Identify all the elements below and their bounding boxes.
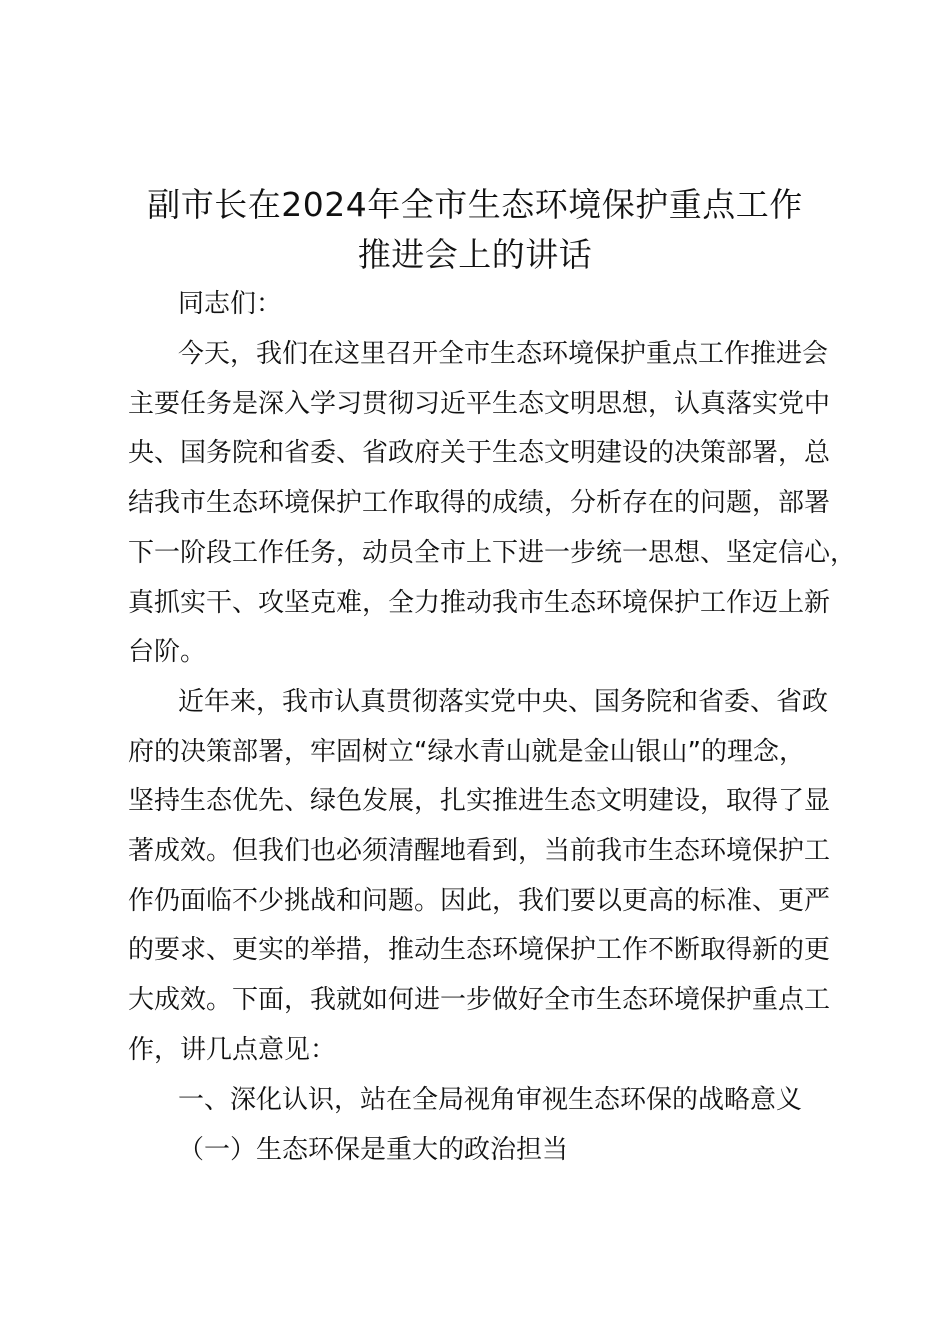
paragraph-2-line-7: 大成效。下面，我就如何进一步做好全市生态环境保护重点工 [128, 985, 831, 1015]
document-title-line-1: 副市长在2024年全市生态环境保护重点工作 [147, 185, 803, 224]
paragraph-1-line-1: 今天，我们在这里召开全市生态环境保护重点工作推进会 [178, 339, 829, 369]
salutation: 同志们： [178, 289, 283, 319]
paragraph-2-line-4: 著成效。但我们也必须清醒地看到，当前我市生态环境保护工 [128, 836, 831, 866]
paragraph-1-line-4: 结我市生态环境保护工作取得的成绩，分析存在的问题，部署 [128, 488, 831, 518]
paragraph-2-line-3: 坚持生态优先、绿色发展，扎实推进生态文明建设，取得了显 [128, 786, 831, 816]
document-title-line-2: 推进会上的讲话 [357, 235, 593, 274]
section-heading-1: 一、深化认识，站在全局视角审视生态环保的战略意义 [178, 1085, 803, 1115]
paragraph-1-line-7: 台阶。 [128, 637, 207, 667]
paragraph-1-line-6: 真抓实干、攻坚克难，全力推动我市生态环境保护工作迈上新 [128, 588, 831, 618]
paragraph-1-line-2: 主要任务是深入学习贯彻习近平生态文明思想，认真落实党中 [128, 389, 831, 419]
paragraph-2-line-2: 府的决策部署，牢固树立“绿水青山就是金山银山”的理念， [128, 737, 805, 767]
paragraph-2-line-5: 作仍面临不少挑战和问题。因此，我们要以更高的标准、更严 [128, 886, 831, 916]
paragraph-2-line-8: 作，讲几点意见： [128, 1035, 337, 1065]
paragraph-1-line-3: 央、国务院和省委、省政府关于生态文明建设的决策部署，总 [128, 438, 831, 468]
subsection-heading-1: （一）生态环保是重大的政治担当 [178, 1135, 569, 1165]
paragraph-2-line-1: 近年来，我市认真贯彻落实党中央、国务院和省委、省政 [178, 687, 829, 717]
paragraph-1-line-5: 下一阶段工作任务，动员全市上下进一步统一思想、坚定信心， [128, 538, 857, 568]
paragraph-2-line-6: 的要求、更实的举措，推动生态环境保护工作不断取得新的更 [128, 935, 831, 965]
